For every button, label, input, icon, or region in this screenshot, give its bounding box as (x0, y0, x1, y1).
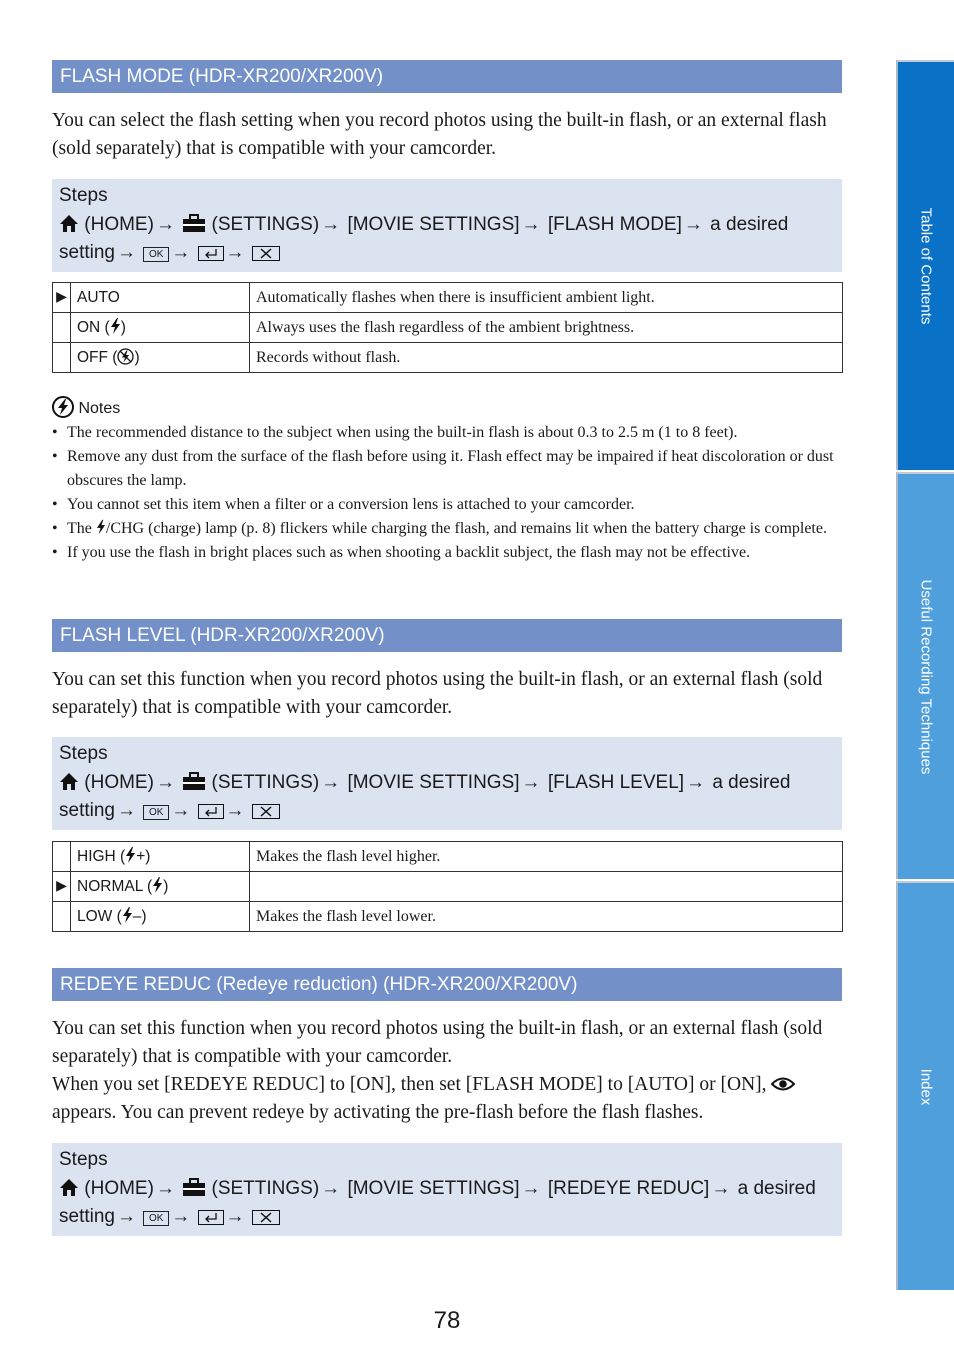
table-row[interactable]: ▶ AUTO Automatically flashes when there is insufficient ambient light. (53, 283, 843, 313)
ok-button-icon: OK (143, 247, 169, 262)
home-icon (59, 772, 79, 791)
steps-path: (HOME) → (SETTINGS) → [MOVIE SETTINGS] → [REDEYE REDUC] → a desired setting → OK → → (59, 1177, 816, 1227)
list-item: • If you use the flash in bright places such as when shooting a backlit subject, the flash may not be effective. (52, 541, 844, 565)
ok-button-icon: OK (143, 805, 169, 820)
default-marker-icon: ▶ (53, 283, 71, 313)
tab-index[interactable] (896, 881, 954, 1290)
flash-level-steps (52, 737, 842, 830)
return-icon (198, 1210, 224, 1225)
close-icon (252, 804, 280, 819)
tab-useful-recording-techniques[interactable] (896, 472, 954, 879)
settings-toolbox-icon (182, 214, 206, 233)
notes-list (52, 421, 844, 565)
settings-toolbox-icon (182, 1178, 206, 1197)
steps-label: Steps (59, 1149, 108, 1170)
notes-heading: Notes (52, 396, 120, 421)
table-row[interactable]: HIGH ( +) Makes the flash level higher. (53, 842, 843, 872)
section-title-redeye-reduc: REDEYE REDUC (Redeye reduction) (HDR-XR200/XR200V) (52, 968, 842, 1001)
steps-label: Steps (59, 743, 108, 764)
flash-mode-intro: You can select the flash setting when you record photos using the built-in flash, or an external flash (sold separately) that is compatible with your camcorder. (52, 110, 827, 159)
redeye-eye-icon (771, 1076, 795, 1092)
section-title-flash-level: FLASH LEVEL (HDR-XR200/XR200V) (52, 619, 842, 652)
steps-path: (HOME) → (SETTINGS) → [MOVIE SETTINGS] → [FLASH LEVEL] → a desired setting → OK → → (59, 771, 791, 821)
home-icon (59, 214, 79, 233)
flash-icon (110, 318, 121, 334)
list-item: • Remove any dust from the surface of the flash before using it. Flash effect may be impaired if heat discoloration or dust obscures the lamp. (52, 445, 844, 493)
settings-toolbox-icon (182, 772, 206, 791)
steps-label: Steps (59, 185, 108, 206)
tab-label: Table of Contents (917, 207, 935, 325)
flash-icon (125, 847, 136, 863)
redeye-intro: You can set this function when you record photos using the built-in flash, or an external flash (sold separately) that is compatible with your camcorder. When you set [REDEYE REDUC] to [ON], then set [FLASH MODE] to [AUTO] or [ON], appears. You can prevent redeye by activating the pre-flash before the flash flashes. (52, 1018, 823, 1123)
list-item: • The /CHG (charge) lamp (p. 8) flickers while charging the flash, and remains lit when the battery charge is complete. (52, 517, 844, 541)
redeye-steps (52, 1143, 842, 1236)
tab-table-of-contents[interactable] (896, 60, 954, 470)
return-icon (198, 246, 224, 261)
flash-mode-options-table (52, 282, 843, 373)
section-title-flash-mode: FLASH MODE (HDR-XR200/XR200V) (52, 60, 842, 93)
default-marker-icon: ▶ (53, 872, 71, 902)
list-item: • The recommended distance to the subject when using the built-in flash is about 0.3 to 2.5 m (1 to 8 feet). (52, 421, 844, 445)
table-row[interactable]: OFF ( ) Records without flash. (53, 343, 843, 373)
flash-level-intro: You can set this function when you record photos using the built-in flash, or an external flash (sold separately) that is compatible with your camcorder. (52, 669, 823, 718)
home-icon (59, 1178, 79, 1197)
tab-label: Useful Recording Techniques (917, 579, 935, 774)
table-row[interactable]: ▶ NORMAL ( ) (53, 872, 843, 902)
page-number: 78 (433, 1307, 461, 1334)
return-icon (198, 804, 224, 819)
steps-path: (HOME) → (SETTINGS) → [MOVIE SETTINGS] → [FLASH MODE] → a desired setting → OK → → (59, 213, 789, 263)
notes-icon (52, 396, 74, 418)
flash-icon (122, 907, 133, 923)
flash-off-icon (117, 348, 134, 365)
flash-mode-steps (52, 179, 842, 272)
ok-button-icon: OK (143, 1211, 169, 1226)
flash-icon (96, 519, 106, 535)
table-row[interactable]: ON ( ) Always uses the flash regardless of the ambient brightness. (53, 313, 843, 343)
flash-icon (152, 877, 163, 893)
close-icon (252, 246, 280, 261)
flash-level-options-table (52, 841, 843, 932)
list-item: • You cannot set this item when a filter or a conversion lens is attached to your camcorder. (52, 493, 844, 517)
tab-label: Index (917, 1068, 935, 1105)
close-icon (252, 1210, 280, 1225)
table-row[interactable]: LOW ( –) Makes the flash level lower. (53, 902, 843, 932)
